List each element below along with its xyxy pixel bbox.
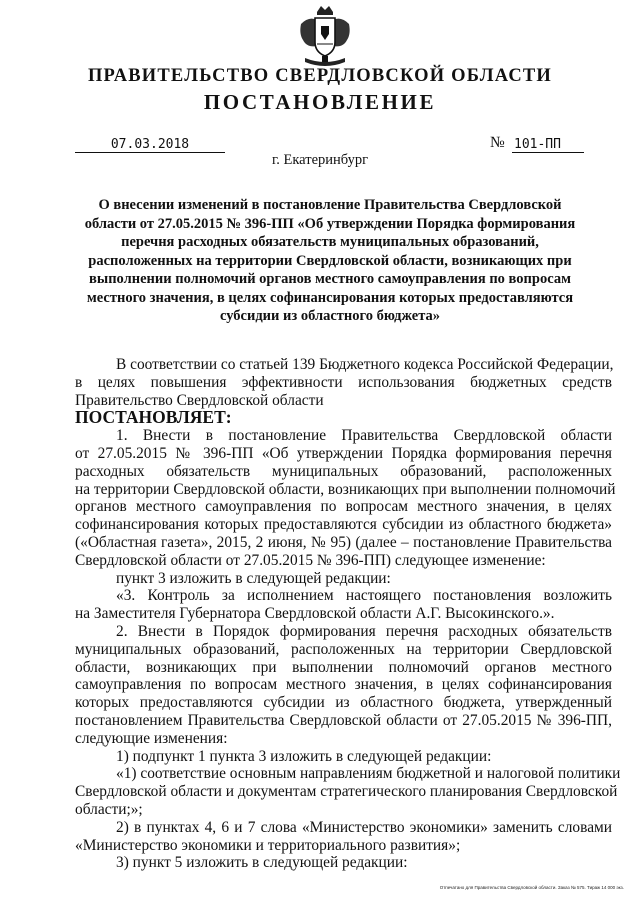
body-line: Свердловской области и документам стратегического планирования Свердловской xyxy=(75,783,618,801)
body-line: на территории Свердловской области, возникающих при выполнении полномочий xyxy=(75,480,616,498)
body-line: самоуправления по вопросам местного значения, в целях софинансирования xyxy=(75,676,612,694)
title-line: О внесении изменений в постановление Правительства Свердловской xyxy=(98,197,562,213)
body-line: Правительство Свердловской области xyxy=(75,391,324,409)
title-line: области от 27.05.2015 № 396-ПП «Об утверждении Порядка формирования xyxy=(84,215,576,232)
title-line: местного значения, в целях софинансирования которых предоставляются xyxy=(86,289,574,306)
body-line: «Министерство экономики и территориального развития»; xyxy=(75,836,461,854)
city-name: г. Екатеринбург xyxy=(271,152,369,168)
body-line: софинансирования которых предоставляются субсидии из областного бюджета» xyxy=(75,516,612,534)
body-line: «1) соответствие основным направлениям бюджетной и налоговой политики xyxy=(116,765,621,783)
body-line: в целях повышения эффективности использования бюджетных средств xyxy=(75,373,612,391)
resolves-heading: ПОСТАНОВЛЯЕТ: xyxy=(75,407,232,428)
body-line: Свердловской области от 27.05.2015 № 396-ПП) следующее изменение: xyxy=(75,551,546,569)
body-line: пункт 3 изложить в следующей редакции: xyxy=(116,569,391,587)
body-line: на Заместителя Губернатора Свердловской области А.Г. Высокинского.». xyxy=(75,605,555,623)
body-line: расходных обязательств муниципальных образований, расположенных xyxy=(75,462,612,480)
number-sign: № xyxy=(490,134,505,151)
body-line: 2) в пунктах 4, 6 и 7 слова «Министерство экономики» заменить словами xyxy=(116,818,612,836)
body-line: следующие изменения: xyxy=(75,729,228,747)
body-line: которых предоставляются субсидии из областного бюджета, утвержденный xyxy=(75,694,612,712)
body-line: 3) пункт 5 изложить в следующей редакции: xyxy=(116,854,408,872)
body-line: постановлением Правительства Свердловской области от 27.05.2015 № 396-ПП, xyxy=(75,711,612,729)
body-line: В соответствии со статьей 139 Бюджетного кодекса Российской Федерации, xyxy=(116,356,614,373)
government-name: ПРАВИТЕЛЬСТВО СВЕРДЛОВСКОЙ ОБЛАСТИ xyxy=(87,66,553,86)
document-number: 101-ПП xyxy=(512,137,584,153)
document-body xyxy=(75,356,621,872)
title-line: расположенных на территории Свердловской области, возникающих при xyxy=(88,252,572,269)
body-line: области;»; xyxy=(75,800,143,818)
title-line: выполнении полномочий органов местного самоуправления по вопросам xyxy=(89,271,571,287)
body-line: муниципальных образований, расположенных на территории Свердловской xyxy=(75,640,612,658)
body-line: 1. Внести в постановление Правительства Свердловской области xyxy=(116,427,612,445)
title-line: субсидии из областного бюджета» xyxy=(220,308,440,324)
title-line: перечня расходных обязательств муниципальных образований, xyxy=(121,234,539,250)
body-line: 1) подпункт 1 пункта 3 изложить в следующей редакции: xyxy=(116,747,492,765)
body-line: «3. Контроль за исполнением настоящего постановления возложить xyxy=(116,587,612,605)
body-line: 2. Внести в Порядок формирования перечня расходных обязательств xyxy=(116,622,612,640)
document-date: 07.03.2018 xyxy=(75,137,225,153)
body-line: от 27.05.2015 № 396-ПП «Об утверждении Порядка формирования перечня xyxy=(75,444,612,462)
print-footer: Отпечатано для Правительства Свердловской области. Заказ № 575. Тираж 14 000 экз. xyxy=(439,885,624,890)
body-line: («Областная газета», 2015, 2 июня, № 95) (далее – постановление Правительства xyxy=(75,533,612,551)
document-title xyxy=(40,196,620,326)
document-type: ПОСТАНОВЛЕНИЕ xyxy=(203,90,437,114)
body-line: области, возникающих при выполнении полномочий органов местного xyxy=(75,658,612,676)
coat-of-arms-icon xyxy=(295,4,355,70)
body-line: органов местного самоуправления по вопросам местного значения, в целях xyxy=(75,498,612,516)
